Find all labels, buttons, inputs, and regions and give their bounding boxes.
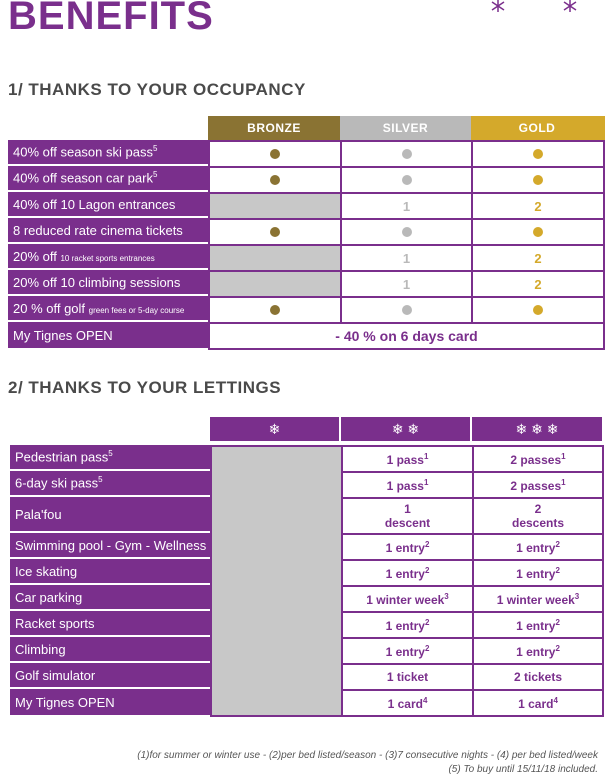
silver-dot-icon: [402, 227, 412, 237]
silver-cell: 1: [340, 192, 471, 218]
superscript: 2: [555, 617, 560, 627]
letting-label: 6-day ski pass$^5$: [10, 471, 210, 497]
tier-header-bronze: BRONZE: [208, 116, 340, 140]
bronze-dot-icon: [270, 227, 280, 237]
superscript: 5: [98, 475, 103, 485]
letting-value: 1 pass$^1$: [341, 445, 472, 471]
letting-value: 1 entry$^2$: [472, 637, 604, 663]
superscript: 3: [444, 591, 449, 601]
letting-label: Car parking: [10, 585, 210, 611]
superscript: 2: [424, 643, 430, 653]
gold-cell: 2: [471, 244, 605, 270]
bronze-dot-icon: [270, 175, 280, 185]
superscript: 1: [423, 477, 429, 487]
tier-header-gold: GOLD: [471, 116, 605, 140]
lettings-table: [10, 417, 604, 717]
superscript: 2: [424, 539, 430, 549]
benefit-label-note: green fees or 5-day course: [88, 305, 185, 315]
letting-value: 2 passes$^1$: [472, 445, 604, 471]
superscript: 4: [553, 695, 558, 705]
superscript: 5: [108, 449, 113, 459]
superscript: 4: [422, 695, 428, 705]
silver-cell: [340, 166, 471, 192]
bronze-cell: [208, 218, 340, 244]
letting-value: 1 entry$^2$: [341, 611, 472, 637]
benefit-label-note: 10 racket sports entrances: [60, 253, 155, 263]
silver-cell: [340, 140, 471, 166]
letting-value: 1 entry$^2$: [341, 637, 472, 663]
gold-cell: [471, 218, 605, 244]
open-label: My Tignes OPEN: [8, 322, 208, 350]
silver-cell: [340, 218, 471, 244]
superscript: 1: [423, 451, 429, 461]
letting-value: 1 entry$^2$: [472, 611, 604, 637]
superscript: 1: [561, 477, 566, 487]
gold-dot-icon: [533, 227, 543, 237]
letting-label: Golf simulator: [10, 663, 210, 689]
letting-value: 1 entry$^2$: [341, 559, 472, 585]
letting-label: Climbing: [10, 637, 210, 663]
superscript: 2: [555, 539, 560, 549]
page-title: BENEFITS: [8, 0, 214, 38]
bronze-cell: [208, 296, 340, 322]
tier-header-silver: SILVER: [340, 116, 471, 140]
section-title-lettings: 2/ THANKS TO YOUR LETTINGS: [8, 378, 282, 397]
letting-value: 1 entry$^2$: [472, 533, 604, 559]
bronze-cell: [208, 140, 340, 166]
letting-label: Ice skating: [10, 559, 210, 585]
letting-value: 2 descents: [472, 497, 604, 533]
letting-value: 2 passes$^1$: [472, 471, 604, 497]
gold-dot-icon: [533, 305, 543, 315]
silver-dot-icon: [402, 149, 412, 159]
benefit-label: 40% off season ski pass$^5$: [8, 140, 208, 166]
header-blank: [8, 116, 208, 140]
letting-value: 1 pass$^1$: [341, 471, 472, 497]
benefit-label: 20% off 10 climbing sessions: [8, 270, 208, 296]
gold-cell: [471, 166, 605, 192]
silver-cell: 1: [340, 244, 471, 270]
letting-value: 1 winter week$^3$: [472, 585, 604, 611]
no-benefit-cell: [210, 445, 341, 717]
gold-cell: [471, 296, 605, 322]
occupancy-table: [8, 116, 605, 350]
letting-value: 1 winter week$^3$: [341, 585, 472, 611]
gold-dot-icon: [533, 149, 543, 159]
gold-cell: 2: [471, 192, 605, 218]
benefit-label: 40% off season car park$^5$: [8, 166, 208, 192]
superscript: 2: [555, 565, 560, 575]
snowflake-level-1-icon: ❄: [210, 417, 341, 441]
letting-label: Pedestrian pass$^5$: [10, 445, 210, 471]
letting-label: Swimming pool - Gym - Wellness: [10, 533, 210, 559]
superscript: 2: [424, 565, 430, 575]
section-title-occupancy: 1/ THANKS TO YOUR OCCUPANCY: [8, 80, 306, 99]
snowflake-decoration-icon: [480, 0, 590, 14]
silver-dot-icon: [402, 175, 412, 185]
superscript: 1: [561, 451, 566, 461]
benefit-label: 20 % off golf green fees or 5-day course: [8, 296, 208, 322]
letting-value: 1 ticket: [341, 663, 472, 689]
footnote-line-1: (1)for summer or winter use - (2)per bed listed/season - (3)7 consecutive nights - (4) per bed listed/week: [137, 750, 598, 761]
footnote-line-2: (5) To buy until 15/11/18 included.: [448, 764, 598, 775]
letting-value: 1 descent: [341, 497, 472, 533]
letting-value: 2 tickets: [472, 663, 604, 689]
bronze-dot-icon: [270, 305, 280, 315]
superscript: 3: [574, 591, 580, 601]
gold-cell: 2: [471, 270, 605, 296]
superscript: 2: [555, 643, 560, 653]
letting-value: 1 entry$^2$: [341, 533, 472, 559]
letting-label: Racket sports: [10, 611, 210, 637]
bronze-cell: [208, 166, 340, 192]
bronze-dot-icon: [270, 149, 280, 159]
open-value: - 40 % on 6 days card: [208, 322, 605, 350]
letting-value: 1 card$^4$: [341, 689, 472, 717]
silver-cell: 1: [340, 270, 471, 296]
gold-dot-icon: [533, 175, 543, 185]
gold-cell: [471, 140, 605, 166]
letting-label: My Tignes OPEN: [10, 689, 210, 717]
bronze-cell: [208, 192, 340, 218]
letting-label: Pala'fou: [10, 497, 210, 533]
bronze-cell: [208, 270, 340, 296]
bronze-cell: [208, 244, 340, 270]
snowflake-level-3-icon: ❄ ❄ ❄: [472, 417, 604, 441]
benefit-label: 40% off 10 Lagon entrances: [8, 192, 208, 218]
benefit-label: 8 reduced rate cinema tickets: [8, 218, 208, 244]
silver-dot-icon: [402, 305, 412, 315]
snowflake-level-2-icon: ❄ ❄: [341, 417, 472, 441]
superscript: 5: [152, 144, 158, 154]
header-blank: [10, 417, 210, 441]
letting-value: 1 entry$^2$: [472, 559, 604, 585]
silver-cell: [340, 296, 471, 322]
benefit-label: 20% off 10 racket sports entrances: [8, 244, 208, 270]
letting-value: 1 card$^4$: [472, 689, 604, 717]
superscript: 2: [424, 617, 430, 627]
superscript: 5: [152, 170, 158, 180]
